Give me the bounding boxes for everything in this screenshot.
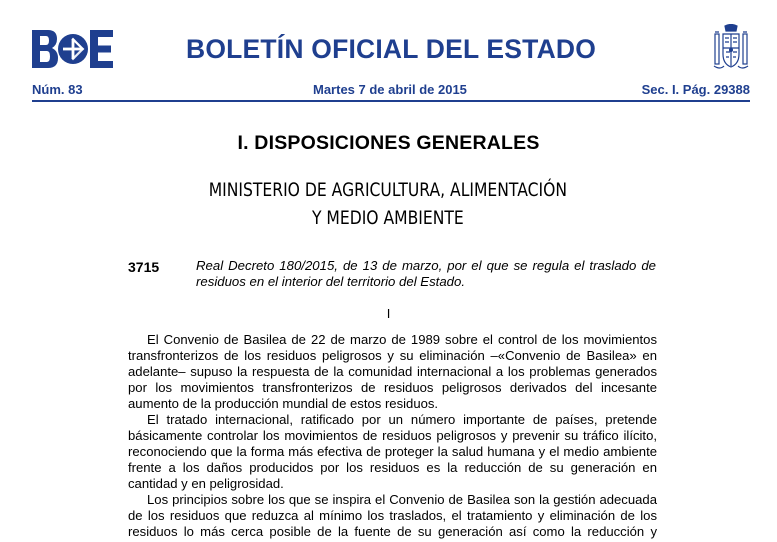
text-line: básicamente controlar los movimientos de residuos peligrosos y prevenir su tráfico ilícito, bbox=[128, 428, 657, 443]
ministry-line-1: MINISTERIO DE AGRICULTURA, ALIMENTACIÓN bbox=[208, 179, 568, 201]
issue-info-bar bbox=[32, 82, 752, 98]
document-title: Real Decreto 180/2015, de 13 de marzo, por el que se regula el traslado de residuos en el interior del territorio del Estado. bbox=[196, 258, 656, 289]
text-line: El Convenio de Basilea de 22 de marzo de 1989 sobre el control de los movimientos bbox=[147, 332, 657, 347]
text-line: de los residuos que reduzca al mínimo los traslados, el tratamiento y eliminación de los bbox=[128, 508, 657, 523]
text-line: por los movimientos transfronterizos de residuos peligrosos derivados del incesante bbox=[128, 380, 657, 395]
boe-logo bbox=[32, 30, 114, 68]
issue-date: Martes 7 de abril de 2015 bbox=[313, 82, 467, 97]
text-line: aumento de la producción mundial de estos residuos. bbox=[128, 396, 439, 411]
coat-of-arms-icon bbox=[712, 24, 750, 72]
text-line: Los principios sobre los que se inspira el Convenio de Basilea son la gestión adecuada bbox=[147, 492, 657, 507]
header-rule bbox=[32, 100, 750, 102]
section-page: Sec. I. Pág. 29388 bbox=[641, 82, 750, 97]
body-text bbox=[128, 332, 657, 540]
text-line: residuos lo más cerca posible de la fuente de su generación así como la reducción y bbox=[128, 524, 657, 539]
bulletin-title: BOLETÍN OFICIAL DEL ESTADO bbox=[186, 34, 597, 64]
ministry-heading bbox=[69, 176, 706, 232]
issue-number: Núm. 83 bbox=[32, 82, 83, 97]
roman-heading: I bbox=[386, 306, 391, 321]
ministry-line-2: Y MEDIO AMBIENTE bbox=[311, 207, 464, 229]
text-line: cantidad y en peligrosidad. bbox=[128, 476, 284, 491]
section-title: I. DISPOSICIONES GENERALES bbox=[237, 132, 540, 154]
text-line: El tratado internacional, ratificado por un número importante de países, pretende bbox=[147, 412, 657, 427]
text-line: reconociendo que la forma más efectiva de proteger la salud humana y el medio ambiente bbox=[128, 444, 657, 459]
text-line: frente a los daños producidos por los residuos es la reducción de su generación en bbox=[128, 460, 657, 475]
text-line: adelante– supuso la respuesta de la comunidad internacional a los problemas generados bbox=[128, 364, 657, 379]
document-number: 3715 bbox=[128, 259, 160, 275]
text-line: transfronterizos de los residuos peligrosos y su eliminación –«Convenio de Basilea» en bbox=[128, 348, 657, 363]
